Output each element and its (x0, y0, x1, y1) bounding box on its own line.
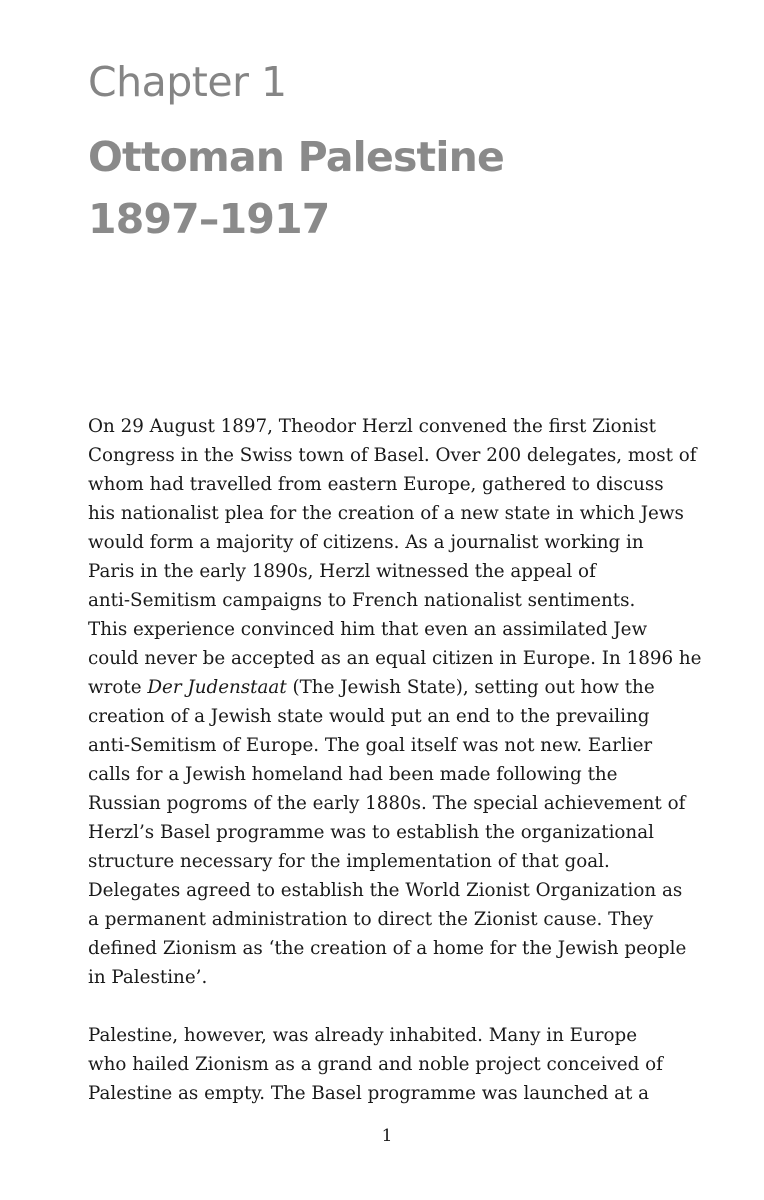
text-line: whom had travelled from eastern Europe, gathered to discuss (88, 474, 664, 495)
text-line: Palestine as empty. The Basel programme was launched at a (88, 1083, 650, 1104)
chapter-title-line-1: Ottoman Palestine (88, 133, 504, 181)
text-line: creation of a Jewish state would put an end to the prevailing (88, 706, 650, 727)
text-line: Delegates agreed to establish the World Zionist Organization as (88, 880, 683, 901)
text-line: defined Zionism as ‘the creation of a home for the Jewish people (88, 938, 687, 959)
text-line: anti-Semitism campaigns to French nationalist sentiments. (88, 590, 636, 611)
text-line: could never be accepted as an equal citizen in Europe. In 1896 he (88, 648, 702, 669)
text-line: who hailed Zionism as a grand and noble project conceived of (88, 1054, 663, 1075)
chapter-title-line-2: 1897–1917 (88, 195, 330, 243)
text-line: his nationalist plea for the creation of a new state in which Jews (88, 503, 684, 524)
text-line: Herzl’s Basel programme was to establish the organizational (88, 822, 654, 843)
text-line: Russian pogroms of the early 1880s. The special achievement of (88, 793, 686, 814)
text-line: This experience convinced him that even an assimilated Jew (88, 619, 648, 640)
text-line-prefix: wrote (88, 677, 148, 698)
body-text (88, 412, 702, 1108)
text-line (88, 673, 688, 702)
text-line: a permanent administration to direct the Zionist cause. They (88, 909, 654, 930)
text-line: Palestine, however, was already inhabited. Many in Europe (88, 1025, 638, 1046)
text-line: calls for a Jewish homeland had been made following the (88, 764, 618, 785)
text-line: structure necessary for the implementation of that goal. (88, 851, 610, 872)
text-line: Congress in the Swiss town of Basel. Over 200 delegates, most of (88, 445, 697, 466)
chapter-title (88, 126, 504, 250)
paragraph-1 (88, 412, 702, 992)
text-line-suffix: (The Jewish State), setting out how the (286, 677, 655, 698)
text-line: in Palestine’. (88, 967, 208, 988)
text-line: Paris in the early 1890s, Herzl witnessed the appeal of (88, 561, 596, 582)
text-line: anti-Semitism of Europe. The goal itself was not new. Earlier (88, 735, 653, 756)
paragraph-2 (88, 1021, 688, 1108)
page-number: 1 (381, 1126, 393, 1146)
book-title-der-judenstaat: Der Judenstaat (147, 677, 287, 698)
text-line: would form a majority of citizens. As a journalist working in (88, 532, 644, 553)
chapter-label: Chapter 1 (88, 58, 287, 106)
text-line: On 29 August 1897, Theodor Herzl convened the first Zionist (88, 416, 657, 437)
